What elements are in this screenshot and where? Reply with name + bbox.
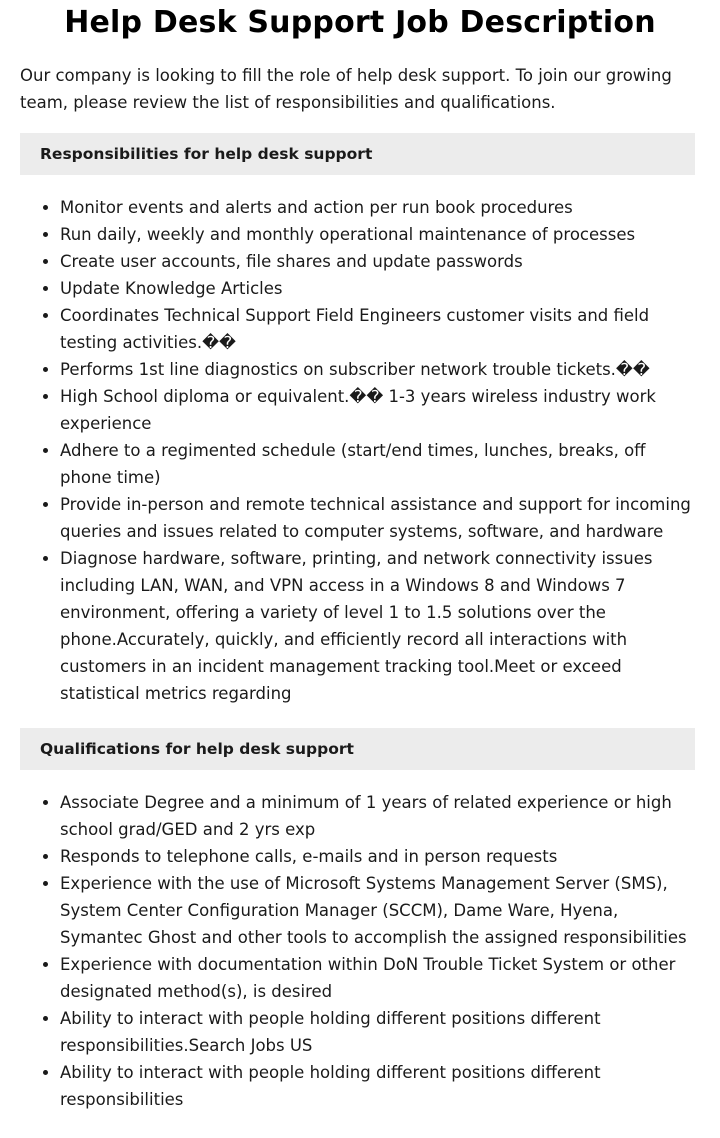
list-item: Experience with documentation within DoN Trouble Ticket System or other designated method(s), is desired [60,951,695,1005]
qualifications-list [20,789,695,1113]
list-item: Monitor events and alerts and action per run book procedures [60,194,695,221]
intro-paragraph: Our company is looking to fill the role of help desk support. To join our growing team, please review the list of responsibilities and qualifications. [20,66,672,112]
page-title: Help Desk Support Job Description [64,5,656,40]
list-item: Associate Degree and a minimum of 1 years of related experience or high school grad/GED and 2 yrs exp [60,789,695,843]
list-item: Experience with the use of Microsoft Systems Management Server (SMS), System Center Configuration Manager (SCCM), Dame Ware, Hyena, Symantec Ghost and other tools to accomplish the assigned responsibilities [60,870,695,951]
list-item: High School diploma or equivalent.�� 1-3 years wireless industry work experience [60,383,695,437]
qualifications-heading: Qualifications for help desk support [20,728,695,770]
list-item: Adhere to a regimented schedule (start/end times, lunches, breaks, off phone time) [60,437,695,491]
list-item: Provide in-person and remote technical assistance and support for incoming queries and issues related to computer systems, software, and hardware [60,491,695,545]
list-item: Update Knowledge Articles [60,275,695,302]
list-item: Run daily, weekly and monthly operational maintenance of processes [60,221,695,248]
list-item: Responds to telephone calls, e-mails and in person requests [60,843,695,870]
list-item: Ability to interact with people holding different positions different responsibilities [60,1059,695,1113]
list-item: Diagnose hardware, software, printing, and network connectivity issues including LAN, WAN, and VPN access in a Windows 8 and Windows 7 environment, offering a variety of level 1 to 1.5 solutions over the phone.Accurately, quickly, and efficiently record all interactions with customers in an incident management tracking tool.Meet or exceed statistical metrics regarding [60,545,695,707]
responsibilities-heading: Responsibilities for help desk support [20,133,695,175]
list-item: Performs 1st line diagnostics on subscriber network trouble tickets.�� [60,356,695,383]
list-item: Create user accounts, file shares and update passwords [60,248,695,275]
responsibilities-list [20,194,695,707]
list-item: Coordinates Technical Support Field Engineers customer visits and field testing activities.�� [60,302,695,356]
list-item: Ability to interact with people holding different positions different responsibilities.Search Jobs US [60,1005,695,1059]
